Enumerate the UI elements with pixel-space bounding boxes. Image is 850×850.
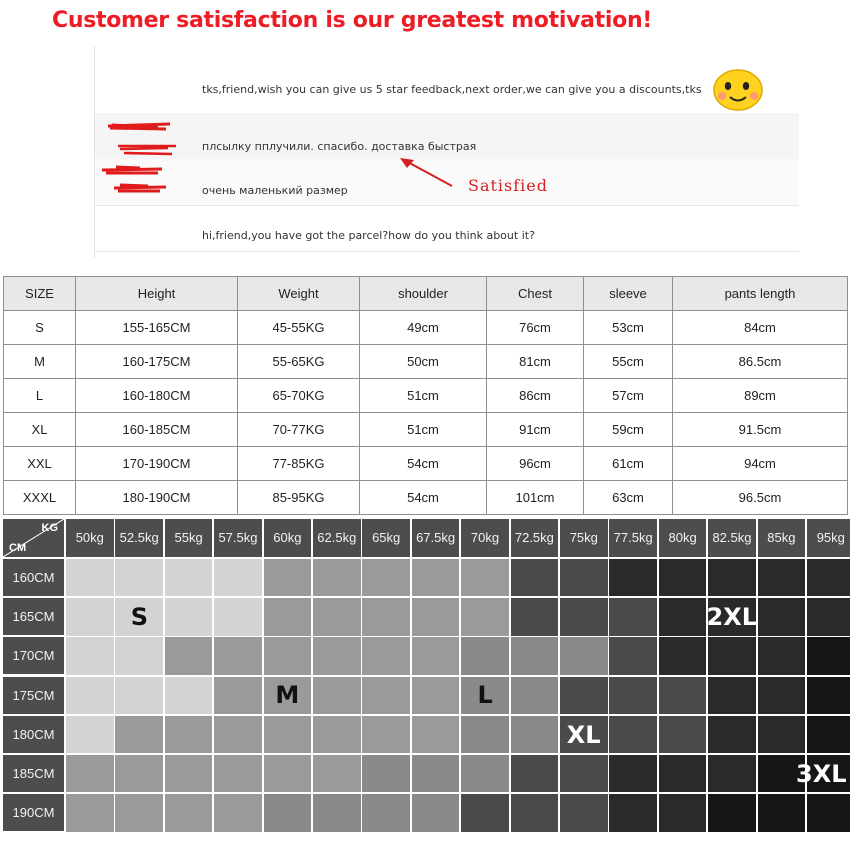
grid-cell — [362, 755, 410, 792]
column-header-weight: Weight — [238, 277, 360, 311]
grid-cell — [362, 637, 410, 674]
weight-column-header: 75kg — [560, 519, 608, 557]
table-cell: 54cm — [360, 447, 487, 481]
grid-cell — [659, 794, 707, 831]
table-cell: 96.5cm — [673, 481, 848, 515]
grid-cell — [461, 794, 509, 831]
table-cell: 101cm — [487, 481, 584, 515]
grid-cell — [511, 677, 559, 714]
grid-cell — [461, 559, 509, 596]
grid-cell — [66, 677, 114, 714]
height-row-header: 180CM — [3, 716, 64, 753]
grid-cell — [66, 716, 114, 753]
grid-cell — [362, 559, 410, 596]
grid-cell — [115, 677, 163, 714]
size-chart-table — [3, 276, 848, 515]
height-row-header: 190CM — [3, 794, 64, 831]
chat-message: очень маленький размер — [202, 184, 348, 197]
grid-cell — [313, 598, 361, 635]
grid-cell — [66, 559, 114, 596]
weight-column-header: 65kg — [362, 519, 410, 557]
weight-column-header: 95kg — [807, 519, 850, 557]
grid-cell — [807, 677, 850, 714]
grid-cell — [807, 716, 850, 753]
table-cell: 51cm — [360, 413, 487, 447]
table-cell: 65-70KG — [238, 379, 360, 413]
grid-cell — [313, 716, 361, 753]
grid-cell — [165, 637, 213, 674]
table-cell: 55-65KG — [238, 345, 360, 379]
grid-cell — [362, 716, 410, 753]
grid-cell — [609, 794, 657, 831]
table-row — [4, 447, 848, 481]
redaction-scribble — [100, 118, 180, 200]
chat-message: tks,friend,wish you can give us 5 star feedback,next order,we can give you a discounts,tks — [202, 83, 702, 96]
weight-column-header: 72.5kg — [511, 519, 559, 557]
table-cell: 70-77KG — [238, 413, 360, 447]
grid-cell — [313, 677, 361, 714]
table-cell: M — [4, 345, 76, 379]
grid-cell — [264, 716, 312, 753]
table-cell: 160-180CM — [76, 379, 238, 413]
grid-cell — [66, 755, 114, 792]
grid-cell — [313, 794, 361, 831]
weight-column-header: 80kg — [659, 519, 707, 557]
grid-cell — [264, 559, 312, 596]
smiley-face-icon — [712, 68, 764, 112]
grid-cell — [609, 559, 657, 596]
grid-cell — [412, 637, 460, 674]
grid-cell — [560, 794, 608, 831]
table-cell: 77-85KG — [238, 447, 360, 481]
grid-cell — [165, 598, 213, 635]
satisfied-annotation: Satisfied — [468, 176, 549, 195]
grid-cell — [758, 637, 806, 674]
grid-cell — [659, 716, 707, 753]
height-row-header: 170CM — [3, 637, 64, 674]
table-cell: 86.5cm — [673, 345, 848, 379]
grid-cell — [807, 637, 850, 674]
grid-cell — [511, 559, 559, 596]
table-cell: 170-190CM — [76, 447, 238, 481]
grid-cell — [214, 677, 262, 714]
table-cell: 57cm — [584, 379, 673, 413]
table-cell: 94cm — [673, 447, 848, 481]
grid-cell — [115, 716, 163, 753]
grid-cell — [412, 755, 460, 792]
grid-cell — [807, 559, 850, 596]
table-cell: 91.5cm — [673, 413, 848, 447]
grid-cell — [165, 559, 213, 596]
grid-cell — [807, 598, 850, 635]
grid-cell — [165, 716, 213, 753]
grid-cell — [214, 755, 262, 792]
grid-cell — [264, 637, 312, 674]
weight-column-header: 55kg — [165, 519, 213, 557]
grid-cell — [758, 716, 806, 753]
grid-cell — [264, 598, 312, 635]
table-row — [4, 311, 848, 345]
size-zone-label: M — [275, 681, 300, 710]
table-cell: 53cm — [584, 311, 673, 345]
table-cell: 55cm — [584, 345, 673, 379]
weight-column-header: 52.5kg — [115, 519, 163, 557]
size-zone-label: S — [130, 602, 148, 631]
grid-cell — [412, 794, 460, 831]
grid-cell — [511, 755, 559, 792]
grid-cell — [362, 677, 410, 714]
table-row — [4, 379, 848, 413]
grid-cell — [659, 559, 707, 596]
chat-message-row — [95, 205, 799, 252]
table-cell: 89cm — [673, 379, 848, 413]
size-zone-label: 2XL — [706, 602, 757, 631]
grid-cell — [214, 598, 262, 635]
height-row-header: 185CM — [3, 755, 64, 792]
table-cell: 160-185CM — [76, 413, 238, 447]
table-cell: 96cm — [487, 447, 584, 481]
table-cell: 49cm — [360, 311, 487, 345]
weight-column-header: 62.5kg — [313, 519, 361, 557]
size-recommendation-grid — [3, 519, 849, 836]
grid-cell — [214, 637, 262, 674]
table-cell: 51cm — [360, 379, 487, 413]
column-header-height: Height — [76, 277, 238, 311]
grid-cell — [659, 637, 707, 674]
grid-cell — [412, 598, 460, 635]
table-cell: 45-55KG — [238, 311, 360, 345]
grid-cell — [461, 598, 509, 635]
grid-cell — [560, 677, 608, 714]
grid-cell — [511, 716, 559, 753]
size-zone-label: L — [477, 681, 493, 710]
grid-cell — [758, 794, 806, 831]
grid-cell — [708, 677, 756, 714]
grid-cell — [560, 559, 608, 596]
table-cell: 63cm — [584, 481, 673, 515]
table-cell: 86cm — [487, 379, 584, 413]
weight-column-header: 60kg — [264, 519, 312, 557]
grid-cell — [758, 559, 806, 596]
grid-cell — [165, 794, 213, 831]
weight-column-header: 57.5kg — [214, 519, 262, 557]
weight-column-header: 85kg — [758, 519, 806, 557]
grid-cell — [708, 637, 756, 674]
grid-cell — [214, 559, 262, 596]
grid-cell — [165, 677, 213, 714]
grid-cell — [313, 755, 361, 792]
table-cell: XXXL — [4, 481, 76, 515]
grid-cell — [313, 559, 361, 596]
grid-cell — [461, 637, 509, 674]
column-header-size: SIZE — [4, 277, 76, 311]
corner-kg-label: KG — [41, 522, 58, 534]
grid-cell — [362, 794, 410, 831]
table-cell: XXL — [4, 447, 76, 481]
grid-cell — [461, 755, 509, 792]
table-cell: L — [4, 379, 76, 413]
grid-cell — [115, 559, 163, 596]
chat-message: плсылку пплучили. спасибо. доставка быстрая — [202, 140, 477, 153]
table-cell: 91cm — [487, 413, 584, 447]
column-header-sleeve: sleeve — [584, 277, 673, 311]
grid-cell — [758, 598, 806, 635]
grid-cell — [511, 794, 559, 831]
grid-cell — [708, 559, 756, 596]
weight-column-header: 70kg — [461, 519, 509, 557]
grid-cell — [214, 716, 262, 753]
grid-cell — [609, 598, 657, 635]
height-row-header: 160CM — [3, 559, 64, 596]
grid-cell — [560, 598, 608, 635]
table-cell: 50cm — [360, 345, 487, 379]
grid-cell — [511, 637, 559, 674]
grid-cell — [214, 794, 262, 831]
grid-cell — [115, 637, 163, 674]
weight-column-header: 50kg — [66, 519, 114, 557]
grid-cell — [511, 598, 559, 635]
grid-cell — [609, 677, 657, 714]
size-zone-label: 3XL — [796, 759, 847, 788]
chat-message-row — [95, 46, 799, 114]
grid-cell — [659, 598, 707, 635]
grid-cell — [362, 598, 410, 635]
table-cell: 160-175CM — [76, 345, 238, 379]
grid-cell — [412, 559, 460, 596]
table-cell: 155-165CM — [76, 311, 238, 345]
grid-cell — [264, 794, 312, 831]
corner-cm-label: CM — [9, 542, 27, 554]
grid-cell — [115, 794, 163, 831]
grid-cell — [708, 794, 756, 831]
grid-cell — [66, 794, 114, 831]
page-headline: Customer satisfaction is our greatest motivation! — [52, 8, 653, 33]
grid-cell — [807, 794, 850, 831]
table-row — [4, 413, 848, 447]
grid-cell — [66, 637, 114, 674]
table-cell: 85-95KG — [238, 481, 360, 515]
chat-message: hi,friend,you have got the parcel?how do you think about it? — [202, 229, 535, 242]
grid-cell — [609, 716, 657, 753]
chat-message-row — [95, 113, 799, 160]
table-cell: 81cm — [487, 345, 584, 379]
table-cell: 180-190CM — [76, 481, 238, 515]
grid-cell — [560, 755, 608, 792]
table-cell: 61cm — [584, 447, 673, 481]
table-header-row — [4, 277, 848, 311]
table-cell: 84cm — [673, 311, 848, 345]
grid-cell — [609, 637, 657, 674]
grid-cell — [708, 755, 756, 792]
table-row — [4, 481, 848, 515]
table-row — [4, 345, 848, 379]
grid-cell — [560, 637, 608, 674]
grid-cell — [313, 637, 361, 674]
grid-cell — [758, 677, 806, 714]
table-cell: 59cm — [584, 413, 673, 447]
grid-cell — [609, 755, 657, 792]
grid-cell — [412, 716, 460, 753]
weight-column-header: 67.5kg — [412, 519, 460, 557]
height-row-header: 165CM — [3, 598, 64, 635]
grid-cell — [412, 677, 460, 714]
column-header-pants-length: pants length — [673, 277, 848, 311]
column-header-shoulder: shoulder — [360, 277, 487, 311]
grid-cell — [165, 755, 213, 792]
grid-cell — [659, 677, 707, 714]
arrow-icon — [396, 154, 456, 190]
grid-cell — [461, 716, 509, 753]
table-cell: XL — [4, 413, 76, 447]
chat-feedback-panel — [94, 46, 799, 258]
grid-cell — [115, 755, 163, 792]
grid-cell — [708, 716, 756, 753]
weight-column-header: 82.5kg — [708, 519, 756, 557]
grid-cell — [659, 755, 707, 792]
grid-cell — [66, 598, 114, 635]
table-cell: 76cm — [487, 311, 584, 345]
weight-column-header: 77.5kg — [609, 519, 657, 557]
grid-corner — [3, 519, 64, 557]
table-cell: S — [4, 311, 76, 345]
table-cell: 54cm — [360, 481, 487, 515]
column-header-chest: Chest — [487, 277, 584, 311]
grid-cell — [264, 755, 312, 792]
size-zone-label: XL — [566, 720, 601, 749]
height-row-header: 175CM — [3, 677, 64, 714]
